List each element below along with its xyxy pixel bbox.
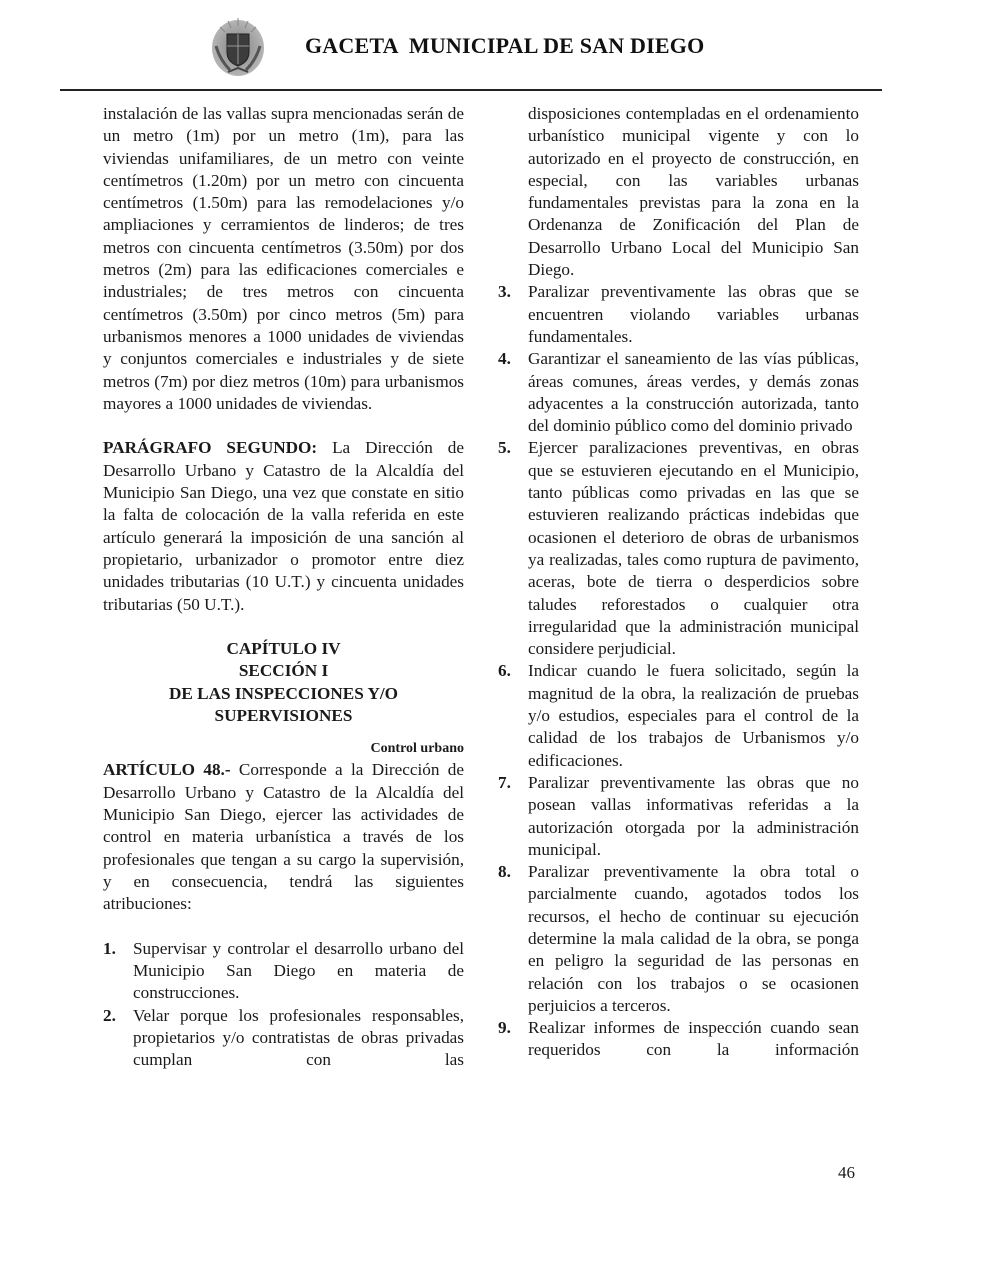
- list-item: [103, 1005, 464, 1072]
- list-item-text: Paralizar preventivamente la obra total o parcialmente cuando, agotados todos los recursos, el hecho de continuar su ejecución determine la mala calidad de la obra, se ponga en peligro la seguridad de las personas en relación con los trabajos o se ocasionen perjuicios a terceros.: [528, 862, 859, 1015]
- list-item-number: 7.: [498, 772, 511, 792]
- header-divider: [60, 89, 882, 91]
- list-item-number: 3.: [498, 282, 511, 302]
- gazette-title: GACETA MUNICIPAL DE SAN DIEGO: [305, 33, 705, 58]
- list-item-text: Ejercer paralizaciones preventivas, en obras que se estuvieren ejecutando en el Municipio, tanto públicas como privadas en las que se estuvieren realizando prácticas indebidas que ocasionen el deterioro de obras de urbanismos ya realizadas, tales como ruptura de pavimento, aceras, bote de tierra o desperdicios sobre taludes reforestados o cualquier otra irregularidad que la administración municipal considere perjudicial.: [528, 438, 859, 659]
- list-item-text: Paralizar preventivamente las obras que no posean vallas informativas referidas a la autorización otorgada por la administración municipal.: [528, 772, 859, 859]
- list-item: [498, 772, 859, 861]
- list-item-number: 8.: [498, 862, 511, 882]
- list-item: [103, 938, 464, 1005]
- paragrafo-segundo: [103, 437, 464, 615]
- list-item: [498, 861, 859, 1017]
- section-subtitle-1: DE LAS INSPECCIONES Y/O: [168, 683, 399, 703]
- list-item: [498, 660, 859, 771]
- list-item-text: Garantizar el saneamiento de las vías públicas, áreas comunes, áreas verdes, y demás zonas adyacentes a la construcción autorizada, tanto del dominio público como del dominio privado: [528, 349, 859, 436]
- side-heading: Control urbano: [370, 741, 464, 757]
- list-item-number: 1.: [103, 938, 116, 958]
- list-item-text: Velar porque los profesionales responsables, propietarios y/o contratistas de obras privadas cumplan con las: [133, 1005, 464, 1070]
- article-text: Corresponde a la Dirección de Desarrollo Urbano y Catastro de la Alcaldía del Municipio San Diego, ejercer las actividades de control en materia urbanística a través de los profesionales que tengan a su cargo la supervisión, y en consecuencia, tendrá las siguientes atribuciones:: [103, 760, 464, 914]
- article-label: ARTÍCULO 48.-: [103, 760, 231, 780]
- coat-of-arms-icon: [210, 16, 266, 78]
- list-item: [498, 281, 859, 348]
- list-item: [498, 348, 859, 437]
- list-item-text: Paralizar preventivamente las obras que se encuentren violando variables urbanas fundamentales.: [528, 282, 859, 346]
- chapter-title: CAPÍTULO IV: [226, 639, 341, 659]
- list-item-continuation: disposiciones contempladas en el ordenamiento urbanístico municipal vigente y con lo autorizado en el proyecto de construcción, en especial, con las variables urbanas fundamentales previstas para la zona en la Ordenanza de Zonificación del Plan de Desarrollo Urbano Local del Municipio San Diego.: [528, 104, 859, 280]
- paragrafo-label: PARÁGRAFO SEGUNDO:: [103, 438, 318, 458]
- page-number: 46: [838, 1163, 855, 1182]
- chapter-heading: [103, 638, 464, 727]
- section-subtitle-2: SUPERVISIONES: [214, 706, 353, 726]
- list-item-number: 5.: [498, 438, 511, 458]
- left-column: [103, 103, 464, 1071]
- list-item-text: Supervisar y controlar el desarrollo urbano del Municipio San Diego en materia de construcciones.: [133, 938, 464, 1003]
- right-column: [498, 103, 859, 1062]
- list-item-number: 6.: [498, 661, 511, 681]
- intro-paragraph: instalación de las vallas supra mencionadas serán de un metro (1m) por un metro (1m), para las viviendas unifamiliares, de un metro con veinte centímetros (1.20m) por un metro con cincuenta centímetros (1.50m) para las remodelaciones y/o ampliaciones y cerramientos de linderos; de tres metros con cincuenta centímetros (3.50m) por dos metros (2m) para las edificaciones comerciales e industriales; de tres metros con cincuenta centímetros (3.50m) por cinco metros (5m) para urbanismos menores a 1000 unidades de viviendas y conjuntos comerciales e industriales y de siete metros (7m) por diez metros (10m) para urbanismos mayores a 1000 unidades de viviendas.: [103, 104, 464, 413]
- list-item-number: 9.: [498, 1018, 511, 1038]
- page-header: [0, 0, 990, 92]
- list-item: [498, 1017, 859, 1062]
- list-item-number: 2.: [103, 1005, 116, 1025]
- list-item: [498, 437, 859, 660]
- list-item-number: 4.: [498, 349, 511, 369]
- section-title: SECCIÓN I: [238, 661, 329, 681]
- list-item-text: Indicar cuando le fuera solicitado, según la magnitud de la obra, la realización de pruebas y/o estudios, especiales para el control de la calidad de los trabajos de Urbanismos y/o edificaciones.: [528, 661, 859, 770]
- paragrafo-text: La Dirección de Desarrollo Urbano y Catastro de la Alcaldía del Municipio San Diego, una vez que constate en sitio la falta de colocación de la valla referida en este artículo generará la imposición de una sanción al propietario, urbanizador o promotor entre diez unidades tributarias (10 U.T.) y cincuenta unidades tributarias (50 U.T.).: [103, 438, 464, 614]
- article-48: [103, 759, 464, 915]
- list-item-text: Realizar informes de inspección cuando sean requeridos con la información: [528, 1018, 859, 1060]
